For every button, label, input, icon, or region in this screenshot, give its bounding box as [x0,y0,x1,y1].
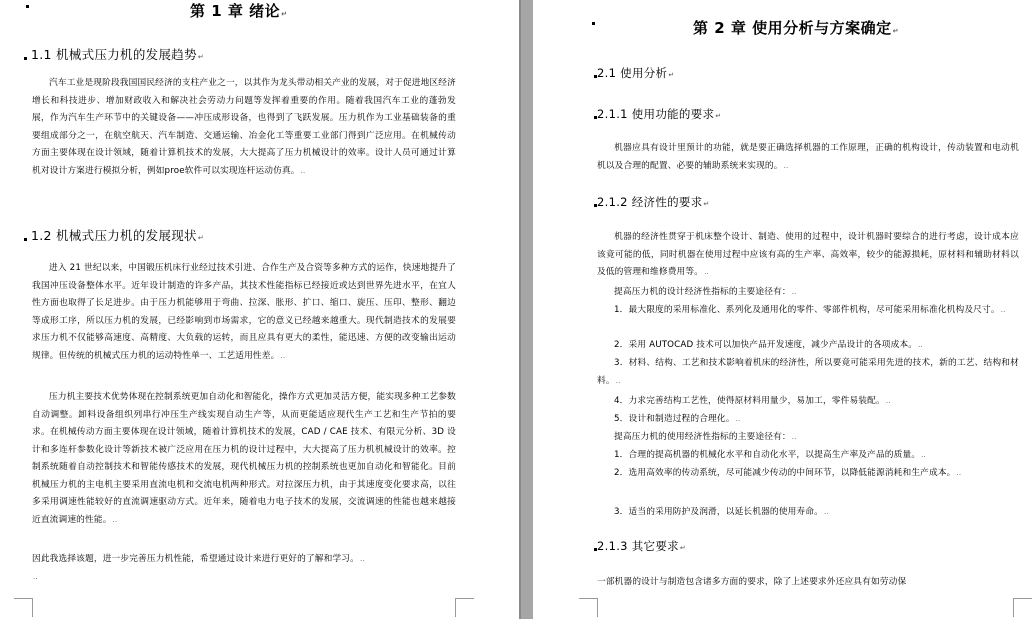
design-economy-item-3: 3．材料、结构、工艺和技术影响着机床的经济性，所以要竟可能采用先进的技术，新的工艺、结构和材料。.. [597,358,1019,386]
chapter-1-title: 第 1 章 绪论↵ [190,2,288,20]
design-economy-item-2: 2．采用 AUTOCAD 技术可以加快产品开发速度，减少产品设计的各项成本。.. [614,340,923,350]
section-2-1-3-paragraph: 一部机器的设计与制造包含诸多方面的要求，除了上述要求外还应具有如劳动保 [597,577,907,587]
section-2-1-2-heading: 2.1.2 经济性的要求↵ [597,195,710,209]
section-1-1-paragraph: 汽车工业是现阶段我国国民经济的支柱产业之一，以其作为龙头带动相关产业的发展，对于促进地区经济增长和科技进步、增加财政收入和解决社会劳动力问题等发挥着重要的作用。随着我国汽车工业的蓬勃发展，作为汽车生产环节中的关键设备——冲压成形设备，也得到了飞跃发展。压力机作为工业基础装备的重要组成部分之一，在航空航天、汽车制造、交通运输、冶金化工等重要工业部门得到广泛应用。在机械传动方面主要体现在设计领域，随着计算机技术的发展，大大提高了压力机械设计的效率。设计人员可通过计算机对设计方案进行模拟分析，例如proe软件可以实现连杆运动仿真。.. [32,78,456,176]
paragraph-marker [24,57,27,60]
section-2-1-1-paragraph: 机器应具有设计里预计的功能，就是要正确选择机器的工作原理，正确的机构设计，传动装置和电动机机以及合理的配置、必要的辅助系统来实现的。.. [597,143,1019,171]
usage-economy-item-3: 3．适当的采用防护及润滑，以延长机器的使用寿命。.. [614,507,829,517]
section-1-1-heading: 1.1 机械式压力机的发展趋势↵ [31,47,205,62]
design-economy-intro: 提高压力机的设计经济性指标的主要途径有：.. [614,287,797,297]
design-economy-item-5: 5．设计和制造过程的合理化。.. [614,414,741,424]
page-corner-mark-left [14,598,33,617]
paragraph-marker [26,5,29,8]
page-corner-mark-left [579,598,598,617]
usage-economy-item-1: 1．合理的提高机器的机械化水平和自动化水平，以提高生产率及产品的质量。.. [614,450,926,460]
paragraph-marker [24,238,27,241]
usage-economy-intro: 提高压力机的使用经济性指标的主要途径有：.. [614,432,797,442]
usage-economy-item-2: 2．选用高效率的传动系统，尽可能减少传动的中间环节，以降低能源消耗和生产成本。.. [614,468,962,478]
design-economy-item-1: 1．最大限度的采用标准化、系列化及通用化的零件、零部件机构，尽可能采用标准化机构及尺寸。.. [614,305,1006,315]
page-gutter [519,0,533,619]
paragraph-marker [592,22,595,25]
section-2-1-1-heading: 2.1.1 使用功能的要求↵ [597,107,722,121]
section-1-2-paragraph-2: 压力机主要技术优势体现在控制系统更加自动化和智能化，操作方式更加灵活方便，能实现多种工艺参数自动调整。卸料设备组织列串行冲压生产线实现自动生产等，从而更能适应现代生产工艺和生产节拍的要求。在机械传动方面主要体现在设计领域，随着计算机技术的发展，CAD / CAE 技术、有限元分析、3D 设计和多连杆参数化设计等新技术被广泛应用在压力机的设计过程中，大大提高了压力机机械设计的效率。控制系统随着自动控制技术和智能传感技术的发展，现代机械压力机的控制系统也更加自动化和智能化。目前机械压力机的主电机主要采用直流电机和交流电机两种形式。对拉深压力机，由于其速度变化要求高，以往多采用调速性能较好的直流调速驱动方式。近年来，随着电力电子技术的发展，交流调速的性能也越来越接近直流调速的性能。.. [32,392,456,525]
section-2-1-heading: 2.1 使用分析↵ [597,66,675,80]
empty-paragraph: .. [33,573,38,581]
chapter-2-title: 第 2 章 使用分析与方案确定↵ [693,19,899,37]
section-1-2-paragraph-3: 因此我选择该题，进一步完善压力机性能，希望通过设计来进行更好的了解和学习。.. [32,554,365,564]
design-economy-item-4: 4．力求完善结构工艺性，使得原材料用量少，易加工，零件易装配。.. [614,396,891,406]
document-page-2 [533,0,1032,619]
page-corner-mark-right [1013,598,1032,617]
section-2-1-3-heading: 2.1.3 其它要求↵ [597,539,687,553]
section-1-2-paragraph-1: 进入 21 世纪以来，中国锻压机床行业经过技术引进、合作生产及合资等多种方式的运作，快速地提升了我国冲压设备整体水平。近年设计制造的许多产品，其技术性能指标已经接近或达到世界先进水平，在宜人性方面也取得了长足进步。由于压力机能够用于弯曲、拉深、胀形、扩口、缩口、旋压、压印、整形、翻边等成形工序，所以压力机的发展，已经影响到市场需求，它的意义已经越来越重大。现代制造技术的发展要求压力机不仅能够高速度、高精度、大负载的运转，而且应具有更大的柔性，能迅速、方便的改变输出运动规律。但传统的机械式压力机的运动特性单一、工艺适用性差。.. [32,263,456,361]
page-corner-mark-right [455,598,474,617]
section-1-2-heading: 1.2 机械式压力机的发展现状↵ [31,228,205,243]
section-2-1-2-paragraph: 机器的经济性贯穿于机床整个设计、制造、使用的过程中，设计机器时要综合的进行考虑，设计成本应该竟可能的低，同时机器在使用过程中应该有高的生产率、高效率，较少的能源损耗，原材料和辅助材料以及低的管理和维修费用等。.. [597,232,1019,277]
